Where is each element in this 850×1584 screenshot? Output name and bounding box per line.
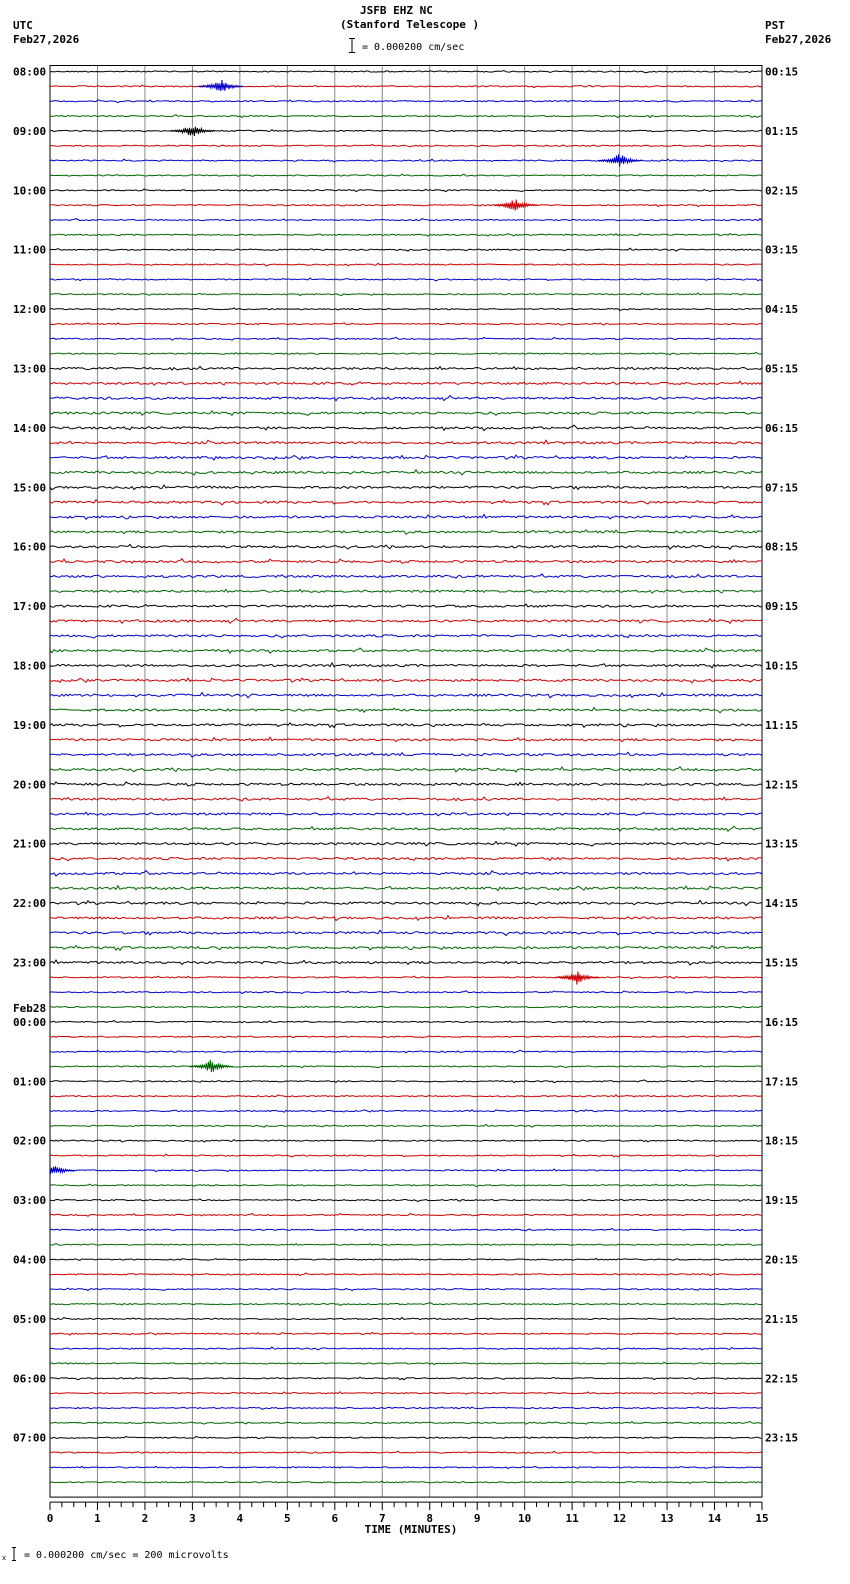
trace-row-6: [50, 159, 762, 162]
telescope-title: (Stanford Telescope ): [340, 18, 480, 31]
trace-row-25: [50, 440, 762, 444]
utc-hour-label: 09:00: [13, 124, 47, 138]
scale-text: = 0.000200 cm/sec: [362, 42, 465, 53]
x-tick-label: 4: [236, 1512, 244, 1526]
utc-hour-label: 20:00: [13, 778, 47, 792]
trace-row-89: [50, 1392, 762, 1394]
utc-hour-label: 05:00: [13, 1312, 47, 1326]
right-timezone: PST: [765, 19, 785, 32]
pst-hour-label: 06:15: [765, 421, 799, 435]
trace-row-17: [50, 323, 762, 326]
utc-hour-label: 08:00: [13, 65, 47, 79]
trace-row-77: [50, 1214, 762, 1217]
event-burst-6: [50, 1166, 74, 1174]
pst-hour-label: 20:15: [765, 1253, 799, 1267]
trace-row-35: [50, 589, 762, 593]
trace-row-3: [50, 115, 762, 118]
x-tick-label: 0: [46, 1512, 54, 1526]
trace-row-1: [50, 85, 762, 87]
trace-row-31: [50, 530, 762, 535]
trace-row-72: [50, 1140, 762, 1143]
trace-row-9: [50, 205, 762, 207]
trace-row-73: [50, 1154, 762, 1157]
x-tick-label: 12: [612, 1512, 627, 1526]
trace-row-32: [50, 544, 762, 549]
x-tick-label: 13: [660, 1512, 674, 1526]
trace-row-30: [50, 515, 762, 520]
x-tick-label: 5: [284, 1512, 291, 1526]
x-tick-label: 7: [378, 1512, 386, 1526]
trace-row-45: [50, 737, 762, 741]
trace-row-40: [50, 663, 762, 668]
trace-row-50: [50, 812, 762, 816]
pst-hour-label: 10:15: [765, 659, 799, 673]
trace-row-71: [50, 1124, 762, 1127]
footer-scale-icon: [2, 1546, 18, 1562]
trace-row-19: [50, 352, 762, 354]
trace-row-51: [50, 826, 762, 831]
trace-row-13: [50, 263, 762, 266]
pst-hour-label: 07:15: [765, 481, 799, 495]
utc-hour-label: 06:00: [13, 1372, 47, 1386]
x-tick-label: 8: [426, 1512, 434, 1526]
x-tick-label: 14: [707, 1512, 722, 1526]
trace-row-82: [50, 1288, 762, 1290]
pst-hour-label: 05:15: [765, 362, 799, 376]
footer-scale-text: = 0.000200 cm/sec = 200 microvolts: [24, 1550, 229, 1561]
event-burst-3: [493, 200, 537, 211]
pst-hour-label: 13:15: [765, 837, 799, 851]
x-tick-label: 1: [94, 1512, 101, 1526]
trace-row-2: [50, 100, 762, 103]
trace-row-29: [50, 500, 762, 505]
utc-hour-label: 22:00: [13, 897, 47, 911]
pst-hour-label: 14:15: [765, 897, 799, 911]
utc-hour-label: 18:00: [13, 659, 47, 673]
trace-row-49: [50, 797, 762, 801]
trace-row-22: [50, 396, 762, 401]
trace-row-58: [50, 930, 762, 935]
event-burst-5: [189, 1060, 233, 1072]
trace-row-7: [50, 174, 762, 176]
trace-row-15: [50, 293, 762, 296]
trace-row-20: [50, 366, 762, 370]
trace-row-28: [50, 485, 762, 490]
trace-row-41: [50, 678, 762, 683]
trace-row-37: [50, 618, 762, 623]
trace-row-91: [50, 1421, 762, 1424]
x-tick-label: 10: [518, 1512, 532, 1526]
utc-hour-label: 01:00: [13, 1075, 47, 1089]
trace-row-44: [50, 723, 762, 728]
trace-row-33: [50, 559, 762, 564]
x-tick-label: 15: [755, 1512, 769, 1526]
trace-row-48: [50, 782, 762, 786]
trace-row-93: [50, 1451, 762, 1453]
trace-row-92: [50, 1436, 762, 1438]
trace-row-14: [50, 278, 762, 281]
trace-row-46: [50, 752, 762, 757]
trace-row-54: [50, 871, 762, 876]
trace-row-84: [50, 1318, 762, 1320]
trace-row-38: [50, 635, 762, 638]
pst-hour-label: 02:15: [765, 184, 799, 198]
trace-row-79: [50, 1244, 762, 1246]
trace-row-63: [50, 1006, 762, 1008]
trace-row-62: [50, 991, 762, 994]
utc-hour-label: 10:00: [13, 184, 47, 198]
utc-hour-label: 02:00: [13, 1134, 47, 1148]
trace-row-80: [50, 1258, 762, 1260]
x-tick-label: 2: [141, 1512, 149, 1526]
trace-row-68: [50, 1080, 762, 1083]
pst-hour-label: 22:15: [765, 1372, 799, 1386]
trace-row-47: [50, 767, 762, 772]
pst-hour-label: 23:15: [765, 1431, 799, 1445]
trace-row-87: [50, 1362, 762, 1365]
trace-row-8: [50, 189, 762, 192]
x-tick-label: 11: [565, 1512, 579, 1526]
date-change-label: Feb28: [13, 1001, 47, 1015]
trace-row-57: [50, 916, 762, 921]
trace-row-65: [50, 1036, 762, 1038]
utc-hour-label: 04:00: [13, 1253, 47, 1267]
utc-hour-label: 03:00: [13, 1194, 47, 1208]
trace-row-43: [50, 708, 762, 713]
x-tick-label: 9: [473, 1512, 481, 1526]
trace-row-70: [50, 1110, 762, 1113]
utc-hour-label: 17:00: [13, 600, 47, 614]
trace-row-26: [50, 455, 762, 460]
x-tick-label: 3: [189, 1512, 196, 1526]
pst-hour-label: 09:15: [765, 600, 799, 614]
trace-row-66: [50, 1050, 762, 1053]
trace-row-55: [50, 886, 762, 891]
trace-row-11: [50, 234, 762, 237]
trace-row-78: [50, 1229, 762, 1231]
pst-hour-label: 08:15: [765, 540, 799, 554]
trace-row-27: [50, 470, 762, 475]
trace-row-60: [50, 960, 762, 965]
pst-hour-label: 19:15: [765, 1194, 799, 1208]
pst-hour-label: 01:15: [765, 124, 799, 138]
trace-row-69: [50, 1095, 762, 1097]
x-axis-label: TIME (MINUTES): [364, 1523, 458, 1537]
trace-row-18: [50, 337, 762, 340]
trace-row-85: [50, 1332, 762, 1335]
utc-hour-label: 12:00: [13, 303, 47, 317]
pst-hour-label: 12:15: [765, 778, 799, 792]
trace-row-36: [50, 604, 762, 608]
pst-hour-label: 21:15: [765, 1312, 799, 1326]
utc-hour-label: 19:00: [13, 718, 47, 732]
trace-row-39: [50, 648, 762, 653]
svg-text:x: x: [2, 1554, 7, 1562]
trace-row-61: [50, 976, 762, 979]
station-title: JSFB EHZ NC: [360, 4, 433, 17]
trace-row-74: [50, 1169, 762, 1172]
trace-row-88: [50, 1377, 762, 1380]
trace-row-94: [50, 1466, 762, 1468]
utc-hour-label: 16:00: [13, 540, 47, 554]
trace-row-67: [50, 1065, 762, 1068]
pst-hour-label: 17:15: [765, 1075, 799, 1089]
trace-row-95: [50, 1481, 762, 1483]
trace-row-12: [50, 248, 762, 251]
event-burst-4: [555, 972, 599, 985]
left-date: Feb27,2026: [13, 33, 80, 46]
trace-row-75: [50, 1184, 762, 1187]
trace-row-53: [50, 858, 762, 862]
pst-hour-label: 04:15: [765, 303, 799, 317]
x-tick-label: 6: [331, 1512, 339, 1526]
pst-hour-label: 11:15: [765, 718, 799, 732]
trace-row-64: [50, 1021, 762, 1023]
utc-hour-label: 00:00: [13, 1015, 47, 1029]
trace-row-23: [50, 411, 762, 416]
pst-hour-label: 00:15: [765, 65, 799, 79]
trace-row-52: [50, 842, 762, 847]
trace-row-81: [50, 1273, 762, 1276]
pst-hour-label: 15:15: [765, 956, 799, 970]
trace-row-90: [50, 1407, 762, 1410]
utc-hour-label: 15:00: [13, 481, 47, 495]
utc-hour-label: 14:00: [13, 421, 47, 435]
trace-row-10: [50, 219, 762, 221]
left-timezone: UTC: [13, 19, 33, 32]
trace-row-76: [50, 1199, 762, 1202]
trace-row-34: [50, 574, 762, 578]
pst-hour-label: 18:15: [765, 1134, 799, 1148]
utc-hour-label: 21:00: [13, 837, 47, 851]
right-date: Feb27,2026: [765, 33, 832, 46]
trace-row-21: [50, 381, 762, 385]
trace-row-83: [50, 1303, 762, 1306]
trace-row-59: [50, 946, 762, 951]
event-burst-0: [199, 80, 243, 91]
trace-row-42: [50, 693, 762, 698]
utc-hour-label: 13:00: [13, 362, 47, 376]
pst-hour-label: 03:15: [765, 243, 799, 257]
trace-row-0: [50, 71, 762, 73]
utc-hour-label: 07:00: [13, 1431, 47, 1445]
trace-row-86: [50, 1347, 762, 1350]
trace-row-24: [50, 425, 762, 430]
utc-hour-label: 23:00: [13, 956, 47, 970]
trace-row-4: [50, 130, 762, 132]
trace-row-16: [50, 308, 762, 310]
trace-row-5: [50, 145, 762, 147]
pst-hour-label: 16:15: [765, 1015, 799, 1029]
utc-hour-label: 11:00: [13, 243, 47, 257]
trace-row-56: [50, 900, 762, 905]
